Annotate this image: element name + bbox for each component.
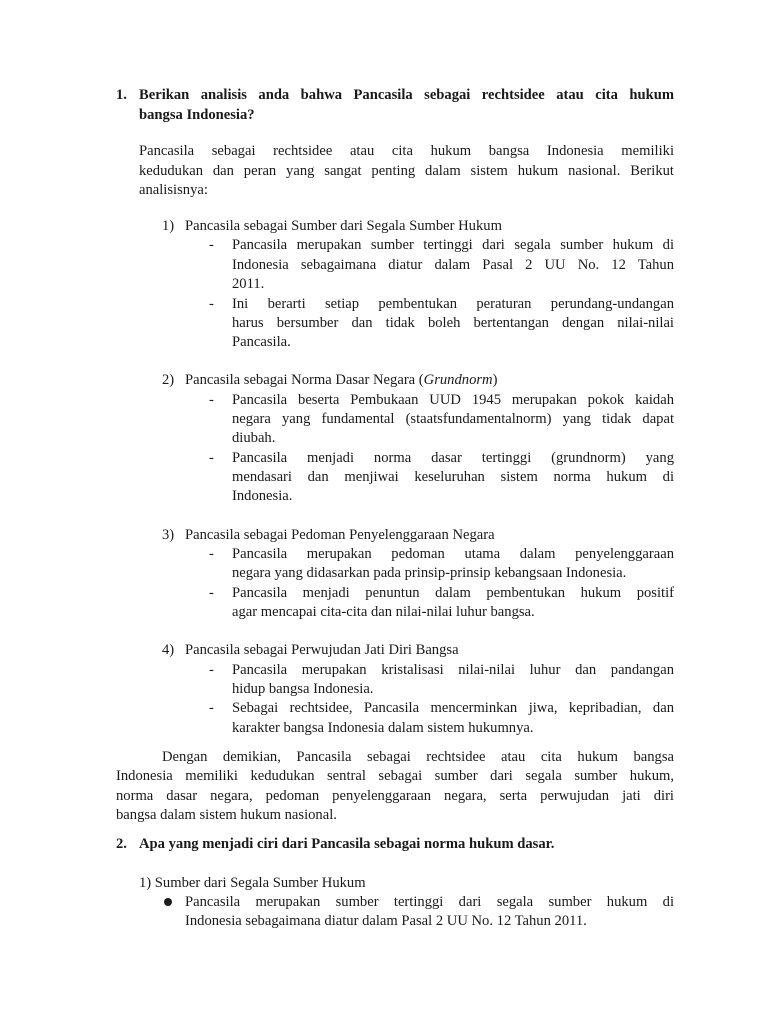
dash-marker: -: [209, 296, 214, 312]
question-2-text: Apa yang menjadi ciri dari Pancasila sebagai norma hukum dasar.: [139, 836, 555, 852]
q2-subsection-title: 1) Sumber dari Segala Sumber Hukum: [139, 875, 366, 891]
s3-b1-line-2: negara yang didasarkan pada prinsip-prinsip kebangsaan Indonesia.: [232, 565, 627, 581]
section-4-heading: [162, 641, 459, 660]
s1-b2-line-3: Pancasila.: [232, 334, 291, 350]
q2-bullet-line-2: Indonesia sebagaimana diatur dalam Pasal 2 UU No. 12 Tahun 2011.: [185, 913, 587, 929]
s4-b1-line-1: Pancasila merupakan kristalisasi nilai-nilai luhur dan pandangan: [232, 662, 674, 678]
s1-b2-line-2: harus bersumber dan tidak boleh bertentangan dengan nilai-nilai: [232, 315, 674, 331]
intro-line-2: kedudukan dan peran yang sangat penting dalam sistem hukum nasional. Berikut: [139, 163, 674, 179]
section-2-title: Pancasila sebagai Norma Dasar Negara (: [185, 372, 424, 388]
section-2-title-end: ): [492, 372, 498, 388]
intro-line-3: analisisnya:: [139, 182, 208, 198]
section-4-title: Pancasila sebagai Perwujudan Jati Diri Bangsa: [185, 642, 459, 658]
s4-b2-line-1: Sebagai rechtsidee, Pancasila mencerminkan jiwa, kepribadian, dan: [232, 700, 674, 716]
s3-b2-line-2: agar mencapai cita-cita dan nilai-nilai luhur bangsa.: [232, 604, 535, 620]
intro-line-1: Pancasila sebagai rechtsidee atau cita hukum bangsa Indonesia memiliki: [139, 143, 674, 159]
q2-bullet-line-1: Pancasila merupakan sumber tertinggi dari segala sumber hukum di: [185, 894, 674, 910]
s4-b1-line-2: hidup bangsa Indonesia.: [232, 681, 374, 697]
question-1-number: 1.: [116, 87, 127, 103]
section-3-number: 3): [162, 527, 175, 543]
s1-b1-line-2: Indonesia sebagaimana diatur dalam Pasal 2 UU No. 12 Tahun: [232, 257, 674, 273]
section-3-heading: [162, 526, 495, 545]
section-2-heading: [162, 371, 497, 390]
conclusion-line-2: Indonesia memiliki kedudukan sentral sebagai sumber dari segala sumber hukum,: [116, 768, 674, 784]
s2-b2-line-3: Indonesia.: [232, 488, 293, 504]
dash-marker: -: [209, 392, 214, 408]
section-4-number: 4): [162, 642, 175, 658]
conclusion-line-1: Dengan demikian, Pancasila sebagai rechtsidee atau cita hukum bangsa: [162, 749, 674, 765]
section-1-heading: [162, 217, 502, 236]
conclusion-line-4: bangsa dalam sistem hukum nasional.: [116, 807, 337, 823]
dash-marker: -: [209, 546, 214, 562]
s1-b1-line-1: Pancasila merupakan sumber tertinggi dari segala sumber hukum di: [232, 237, 674, 253]
section-3-title: Pancasila sebagai Pedoman Penyelenggaraan Negara: [185, 527, 495, 543]
dash-marker: -: [209, 585, 214, 601]
dash-marker: -: [209, 700, 214, 716]
s1-b1-line-3: 2011.: [232, 276, 265, 292]
s1-b2-line-1: Ini berarti setiap pembentukan peraturan perundang-undangan: [232, 296, 674, 312]
section-2-number: 2): [162, 372, 175, 388]
section-2-title-italic: Grundnorm: [423, 372, 493, 388]
question-1-line-1: Berikan analisis anda bahwa Pancasila sebagai rechtsidee atau cita hukum: [139, 87, 674, 103]
s4-b2-line-2: karakter bangsa Indonesia dalam sistem hukumnya.: [232, 720, 534, 736]
s2-b2-line-2: mendasari dan menjiwai keseluruhan sistem norma hukum di: [232, 469, 674, 485]
question-2-number: 2.: [116, 836, 127, 852]
section-1-title: Pancasila sebagai Sumber dari Segala Sumber Hukum: [185, 218, 502, 234]
s3-b2-line-1: Pancasila menjadi penuntun dalam pembentukan hukum positif: [232, 585, 674, 601]
s2-b1-line-1: Pancasila beserta Pembukaan UUD 1945 merupakan pokok kaidah: [232, 392, 674, 408]
dash-marker: -: [209, 662, 214, 678]
question-1-line-2: bangsa Indonesia?: [139, 107, 255, 123]
bullet-dot: [164, 898, 172, 906]
s3-b1-line-1: Pancasila merupakan pedoman utama dalam penyelenggaraan: [232, 546, 674, 562]
dash-marker: -: [209, 237, 214, 253]
conclusion-line-3: norma dasar negara, pedoman penyelenggaraan negara, serta perwujudan jati diri: [116, 788, 674, 804]
dash-marker: -: [209, 450, 214, 466]
s2-b1-line-2: negara yang fundamental (staatsfundamentalnorm) yang tidak dapat: [232, 411, 674, 427]
s2-b2-line-1: Pancasila menjadi norma dasar tertinggi (grundnorm) yang: [232, 450, 674, 466]
s2-b1-line-3: diubah.: [232, 430, 276, 446]
section-1-number: 1): [162, 218, 175, 234]
